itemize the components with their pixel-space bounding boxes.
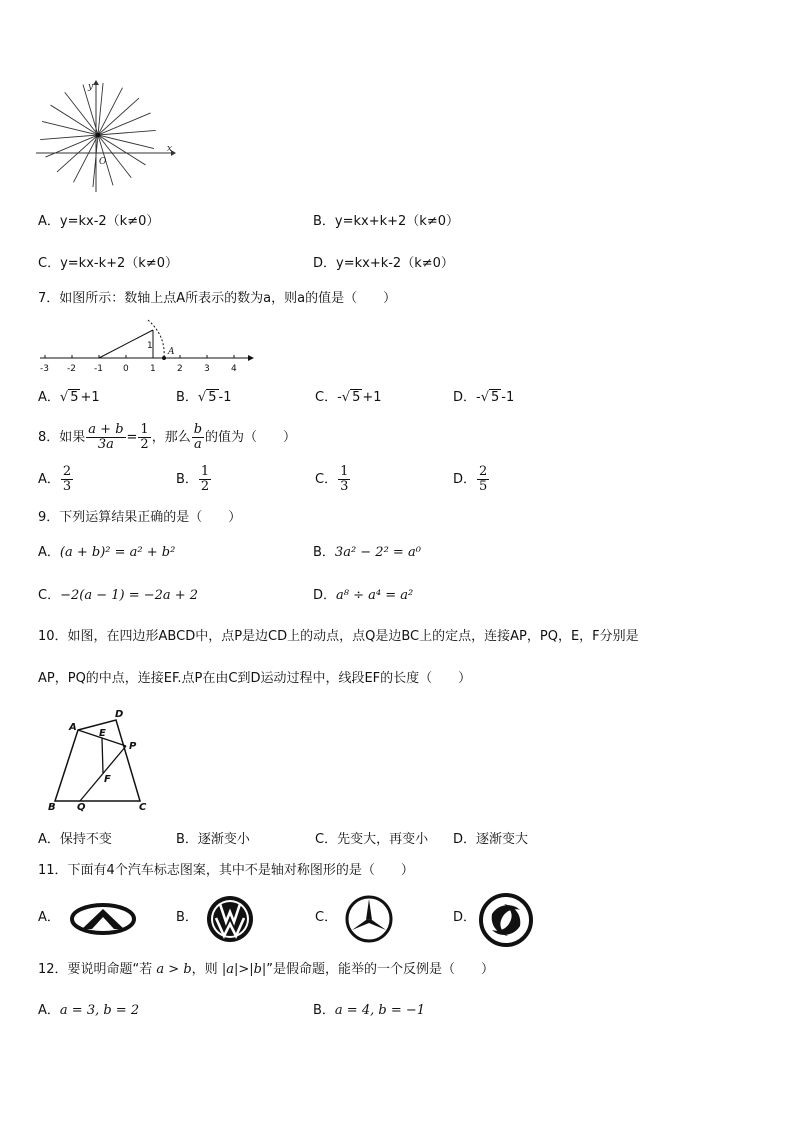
q12-conclusion: |a|>|b|: [221, 962, 267, 977]
q12-condition: a > b: [156, 962, 192, 977]
option-label: B．: [313, 1003, 335, 1018]
q10-quadrilateral-figure: [42, 704, 162, 812]
q7-option-c[interactable]: [315, 390, 382, 406]
q7-option-a[interactable]: [38, 390, 100, 406]
infiniti-logo-icon[interactable]: [70, 902, 136, 936]
q11-option-a[interactable]: A．: [38, 910, 60, 925]
option-label: C．: [315, 472, 338, 487]
tick-label: 1: [150, 364, 156, 374]
x-axis-label: x: [167, 144, 173, 154]
q12-option-a[interactable]: [38, 1003, 139, 1019]
option-label: A．: [38, 545, 60, 560]
q7-option-b[interactable]: [176, 390, 231, 406]
q12-option-b[interactable]: [313, 1003, 425, 1019]
tick-label: -2: [67, 364, 76, 374]
q9-option-b[interactable]: [313, 545, 421, 561]
q6-option-d[interactable]: D．y=kx+k-2（k≠0）: [313, 256, 454, 271]
q7-number-line-figure: [36, 318, 256, 374]
option-label: A．: [38, 390, 60, 405]
radicand: 5: [208, 390, 217, 405]
q11-option-b[interactable]: B．: [176, 910, 198, 925]
vertex-a-label: A: [69, 722, 77, 733]
sqrt-sign: √ 5: [480, 390, 500, 405]
option-label: D．: [453, 472, 477, 487]
q7-option-d[interactable]: [453, 390, 514, 406]
option-label: D．-: [453, 390, 481, 405]
q7-stem: 7．如图所示：数轴上点A所表示的数为a，则a的值是（ ）: [38, 291, 397, 306]
q9-stem: 9．下列运算结果正确的是（ ）: [38, 510, 242, 525]
q11-stem: 11．下面有4个汽车标志图案，其中不是轴对称图形的是（ ）: [38, 863, 414, 878]
q8-stem-prefix: 8．如果: [38, 430, 86, 445]
option-label: B．: [313, 545, 335, 560]
denominator: 2: [140, 437, 149, 452]
option-math: (a + b)² = a² + b²: [59, 545, 176, 560]
q8-option-d[interactable]: [453, 462, 490, 498]
q6-option-b[interactable]: B．y=kx+k+2（k≠0）: [313, 214, 460, 229]
q12-stem-mid: ，则: [191, 962, 218, 977]
option-math: a = 3, b = 2: [59, 1003, 140, 1018]
numerator: 1: [200, 464, 210, 479]
sqrt-sign: √ 5: [59, 390, 79, 405]
mercedes-logo-icon[interactable]: [344, 892, 394, 946]
tick-label: -1: [94, 364, 103, 374]
q12-stem: [38, 962, 494, 978]
y-axis-label: y: [88, 82, 94, 92]
q6-lines-figure: [36, 80, 176, 192]
numerator: 2: [62, 464, 72, 479]
option-math: a = 4, b = −1: [334, 1003, 426, 1018]
q11-option-c[interactable]: C．: [315, 910, 338, 925]
denominator: a: [194, 437, 202, 452]
point-q-label: Q: [77, 802, 86, 813]
q6-option-c[interactable]: C．y=kx-k+2（k≠0）: [38, 256, 178, 271]
tick-label: 2: [177, 364, 183, 374]
option-tail: -1: [501, 390, 515, 405]
equals-sign: =: [126, 430, 138, 445]
q8-stem: [38, 420, 296, 456]
tick-label: 3: [204, 364, 210, 374]
fraction: [138, 423, 150, 452]
q10-stem-line1: 10．如图，在四边形ABCD中，点P是边CD上的动点，点Q是边BC上的定点，连接AP，PQ，E，F分别是: [38, 629, 639, 644]
vertex-c-label: C: [139, 802, 147, 813]
q6-option-a[interactable]: A．y=kx-2（k≠0）: [38, 214, 160, 229]
option-tail: +1: [80, 390, 100, 405]
q8-option-a[interactable]: [38, 462, 74, 498]
option-label: B．: [176, 390, 198, 405]
option-label: D．: [313, 588, 337, 603]
point-e-label: E: [99, 728, 106, 739]
option-tail: -1: [218, 390, 232, 405]
volkswagen-logo-icon[interactable]: [205, 892, 255, 946]
q9-option-d[interactable]: [313, 588, 413, 604]
fraction: [199, 465, 211, 494]
option-label: B．: [176, 472, 198, 487]
numerator: 1: [140, 422, 149, 437]
tick-label: 0: [123, 364, 129, 374]
q11-option-d[interactable]: D．: [453, 910, 477, 925]
denominator: 5: [479, 479, 488, 494]
fraction: [86, 423, 125, 452]
option-math: −2(a − 1) = −2a + 2: [60, 588, 199, 603]
point-p-label: P: [129, 741, 137, 752]
radicand: 5: [491, 390, 500, 405]
q8-stem-mid: ，那么: [151, 430, 191, 445]
q7-segment-one-label: 1: [147, 341, 153, 351]
denominator: 3a: [97, 437, 114, 452]
q10-option-c[interactable]: C．先变大，再变小: [315, 832, 429, 847]
numerator: 1: [340, 464, 349, 479]
q8-stem-suffix: 的值为（ ）: [205, 430, 297, 445]
fraction: [192, 423, 204, 452]
q10-stem-line2: AP，PQ的中点，连接EF.点P在由C到D运动过程中，线段EF的长度（ ）: [38, 671, 472, 686]
option-math: a⁸ ÷ a⁴ = a²: [336, 588, 414, 603]
numerator: 2: [479, 464, 488, 479]
option-label: C．: [38, 588, 61, 603]
dongfeng-logo-icon[interactable]: [478, 892, 534, 948]
q10-option-b[interactable]: B．逐渐变小: [176, 832, 250, 847]
q9-option-a[interactable]: [38, 545, 175, 561]
vertex-b-label: B: [48, 802, 56, 813]
fraction: [338, 465, 350, 494]
denominator: 3: [62, 479, 72, 494]
q10-option-d[interactable]: D．逐渐变大: [453, 832, 529, 847]
option-label: A．: [38, 1003, 60, 1018]
sqrt-sign: √ 5: [197, 390, 217, 405]
numerator: a + b: [88, 422, 124, 437]
radicand: 5: [352, 390, 361, 405]
denominator: 3: [340, 479, 349, 494]
q8-option-c[interactable]: [315, 462, 351, 498]
radicand: 5: [70, 390, 79, 405]
tick-label: -3: [40, 364, 49, 374]
option-label: A．: [38, 472, 60, 487]
denominator: 2: [200, 479, 210, 494]
vertex-d-label: D: [115, 709, 124, 720]
option-label: C．-: [315, 390, 342, 405]
q12-stem-suffix: ”是假命题，能举的一个反例是（ ）: [266, 962, 495, 977]
option-tail: +1: [362, 390, 382, 405]
point-f-label: F: [104, 774, 111, 785]
q7-point-a-label: A: [168, 347, 175, 357]
tick-label: 4: [231, 364, 237, 374]
q10-option-a[interactable]: A．保持不变: [38, 832, 112, 847]
fraction: [477, 465, 489, 494]
option-math: 3a² − 2² = a⁰: [334, 545, 421, 560]
numerator: b: [193, 422, 203, 437]
sqrt-sign: √ 5: [341, 390, 361, 405]
q12-stem-prefix: 12．要说明命题“若: [38, 962, 153, 977]
fraction: [61, 465, 73, 494]
origin-label: O: [99, 157, 107, 167]
q8-option-b[interactable]: [176, 462, 212, 498]
q9-option-c[interactable]: [38, 588, 198, 604]
